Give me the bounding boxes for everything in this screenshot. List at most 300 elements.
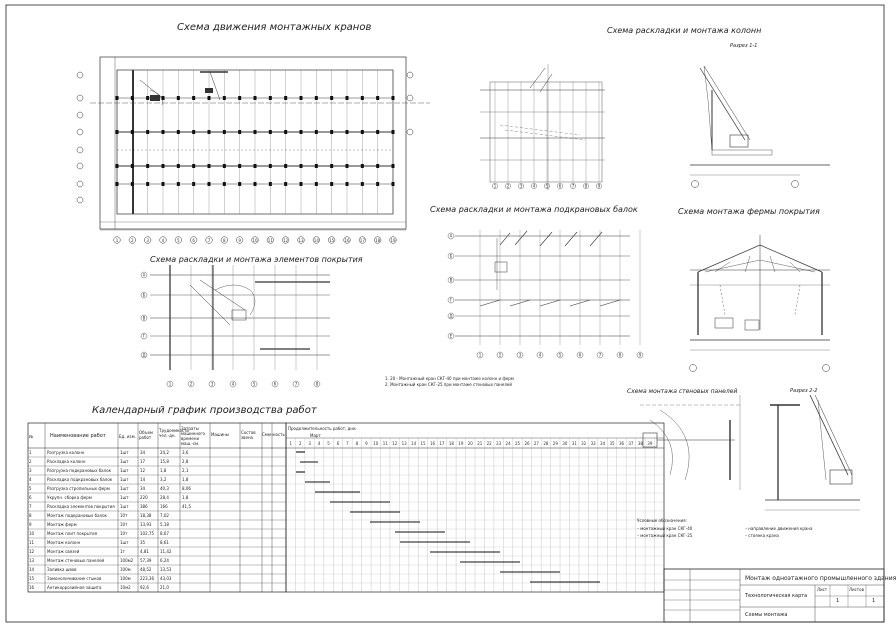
column-mark [330, 130, 333, 134]
row-name: Монтаж подкрановых балок [47, 513, 107, 518]
roof-grid [141, 265, 320, 387]
axis-number: 7 [294, 381, 298, 387]
row-name: Монтаж связей [47, 549, 80, 554]
axis-number: 4 [231, 381, 235, 387]
gantt-day-number: 39 [647, 441, 653, 446]
column-mark [162, 96, 165, 100]
gantt-day-number: 29 [552, 441, 558, 446]
column-mark [238, 130, 241, 134]
gantt-day-number: 11 [382, 441, 388, 446]
column-mark [315, 130, 318, 134]
section-2-2-label: Разрез 2-2 [790, 388, 818, 394]
row-volume: 13,93 [140, 522, 152, 527]
row-unit: 100м [120, 567, 131, 572]
axis-number: 10 [252, 237, 258, 243]
gantt-day-number: 9 [365, 441, 368, 446]
row-unit: 10т [120, 513, 128, 518]
stamp-sheet-label: Лист [817, 587, 828, 592]
row-labor: 5,18 [160, 522, 169, 527]
column-mark [346, 182, 349, 186]
beam-scheme-title: Схема раскладки и монтажа подкрановых балок [430, 205, 638, 214]
row-unit: 100м [120, 576, 131, 581]
column-mark [131, 164, 134, 168]
row-volume: 18,38 [140, 513, 152, 518]
axis-number: 5 [177, 237, 180, 243]
gantt-day-number: 28 [543, 441, 549, 446]
axis-letter: Г [449, 297, 453, 303]
legend-item: – направление движения крана [745, 526, 813, 531]
axis-number: 11 [267, 237, 273, 243]
column-mark [208, 182, 211, 186]
row-num: 1 [29, 450, 32, 455]
column-mark [392, 130, 395, 134]
column-mark [284, 96, 287, 100]
column-mark [177, 96, 180, 100]
column-mark [376, 182, 379, 186]
column-mark [284, 164, 287, 168]
row-labor: 6,24 [160, 558, 169, 563]
gantt-day-number: 4 [317, 441, 321, 446]
legend-title: Условные обозначения: [637, 518, 687, 523]
gantt-day-number: 6 [336, 441, 340, 446]
row-name: Монтаж стеновых панелей [47, 558, 105, 563]
column-mark [330, 182, 333, 186]
row-unit: 1шт [120, 459, 129, 464]
row-labor: 3,2 [160, 477, 167, 482]
row-labor: 24,2 [160, 450, 169, 455]
wall-scheme-title: Схема монтажа стеновых панелей [627, 388, 738, 395]
row-name: Замоноличивание стыков [47, 576, 102, 581]
row-volume: 386 [140, 504, 148, 509]
row-num: 9 [29, 522, 32, 527]
row-num: 4 [29, 477, 32, 482]
column-mark [392, 96, 395, 100]
axis-number: 9 [238, 237, 241, 243]
sched-h-crew: Состав звена [241, 430, 256, 440]
gantt-day-number: 18 [448, 441, 454, 446]
column-mark [361, 182, 364, 186]
column-mark [177, 130, 180, 134]
gantt-day-number: 22 [486, 441, 492, 446]
column-mark [254, 164, 257, 168]
row-unit: 1шт [120, 495, 129, 500]
row-machine-time: 1,8 [182, 477, 189, 482]
column-mark [361, 130, 364, 134]
axis-number: 2 [189, 381, 193, 387]
axis-number: 7 [598, 352, 602, 358]
column-mark [254, 130, 257, 134]
gantt-day-number: 38 [637, 441, 643, 446]
column-mark [315, 164, 318, 168]
row-num: 14 [29, 567, 35, 572]
axis-number: 3 [210, 381, 214, 387]
column-mark [131, 130, 134, 134]
row-num: 5 [29, 486, 32, 491]
axis-number: 5 [545, 183, 549, 189]
gantt-day-number: 26 [524, 441, 530, 446]
axis-number: 1 [478, 352, 482, 358]
row-num: 11 [29, 540, 35, 545]
row-labor: 166 [160, 504, 168, 509]
row-unit: 1т [120, 549, 125, 554]
axis-number: 5 [252, 381, 256, 387]
legend-item: – монтажный кран СКГ-40 [637, 526, 693, 531]
sched-h-machines: Машины [211, 432, 229, 437]
row-labor: 8,67 [160, 531, 169, 536]
row-labor: 11,42 [160, 549, 172, 554]
gantt-day-number: 13 [401, 441, 407, 446]
axis-number: 8 [223, 237, 226, 243]
gantt-day-number: 15 [420, 441, 426, 446]
row-unit: 1шт [120, 504, 129, 509]
row-num: 16 [29, 585, 35, 590]
gantt-bars [296, 452, 600, 582]
axis-number: 2 [506, 183, 510, 189]
column-mark [330, 164, 333, 168]
axis-number: 13 [298, 237, 304, 243]
row-name: Раскладка колонн [47, 459, 86, 464]
stamp-sheets-count: 1 [872, 598, 876, 604]
axis-number: 1 [115, 237, 119, 243]
row-name: Разгрузка подкрановых балок [47, 468, 112, 473]
row-num: 13 [29, 558, 35, 563]
sched-h-unit: Ед. изм. [119, 434, 136, 439]
axis-number: 15 [329, 237, 335, 243]
column-scheme-title: Схема раскладки и монтажа колонн [607, 26, 762, 35]
row-labor: 40,3 [160, 486, 169, 491]
axis-letter: В [142, 315, 146, 321]
column-mark [162, 182, 165, 186]
column-mark [392, 164, 395, 168]
axis-letter: Д [142, 352, 146, 358]
column-mark [223, 96, 226, 100]
gantt-day-number: 31 [571, 441, 577, 446]
stamp-sheets-label: Листов [849, 587, 864, 592]
column-mark [192, 182, 195, 186]
column-mark [254, 182, 257, 186]
row-name: Укрупн. сборка ферм [47, 495, 92, 500]
column-mark [269, 164, 272, 168]
column-mark [300, 130, 303, 134]
row-num: 3 [29, 468, 32, 473]
column-mark [315, 96, 318, 100]
crane-bottom-axes [114, 237, 397, 244]
axis-number: 9 [638, 352, 642, 358]
row-machine-time: 3,6 [182, 450, 189, 455]
legend-item: – стоянка крана [745, 533, 779, 538]
row-unit: 1шт [120, 468, 129, 473]
gantt-day-number: 33 [590, 441, 596, 446]
axis-number: 9 [597, 183, 601, 189]
column-mark [131, 182, 134, 186]
column-mark [146, 96, 149, 100]
row-unit: 10т [120, 522, 128, 527]
roof-scheme-title: Схема раскладки и монтажа элементов покрытия [150, 255, 363, 264]
axis-letter: А [449, 233, 453, 239]
gantt-day-number: 20 [467, 441, 473, 446]
column-mark [346, 164, 349, 168]
row-num: 7 [29, 504, 32, 509]
column-mark [131, 96, 134, 100]
gantt-day-number: 12 [392, 441, 398, 446]
axis-number: 4 [538, 352, 542, 358]
column-mark [192, 130, 195, 134]
gantt-day-number: 3 [308, 441, 311, 446]
row-unit: 100м2 [120, 558, 134, 563]
column-mark [116, 96, 119, 100]
sched-h-name: Наименование работ [50, 433, 106, 439]
row-name: Разгрузка стропильных ферм [47, 486, 110, 491]
row-volume: 34 [140, 450, 146, 455]
column-layout-scheme [480, 64, 605, 190]
column-mark [177, 182, 180, 186]
column-grid [492, 82, 601, 189]
column-mark [146, 182, 149, 186]
beam-layout-scheme [455, 231, 630, 336]
schedule-row-lines [28, 457, 286, 583]
axis-number: 7 [571, 183, 575, 189]
axis-number: 4 [161, 237, 165, 243]
column-mark [208, 130, 211, 134]
gantt-day-number: 24 [505, 441, 511, 446]
truss-scheme-title: Схема монтажа фермы покрытия [678, 207, 820, 216]
column-mark [269, 130, 272, 134]
column-mark [238, 96, 241, 100]
axis-number: 1 [493, 183, 497, 189]
row-volume: 12 [140, 468, 146, 473]
gantt-day-number: 1 [289, 441, 293, 446]
axis-number: 17 [359, 237, 365, 243]
gantt-day-number: 5 [327, 441, 330, 446]
roof-elements-scheme [150, 265, 330, 370]
stamp-schemes: Схемы монтажа [745, 612, 788, 618]
section-1-1-drawing [690, 66, 830, 188]
row-volume: 4,81 [140, 549, 149, 554]
sched-month: Март [310, 433, 321, 438]
sched-h-vol: Объем работ [139, 430, 153, 440]
row-labor: 13,53 [160, 567, 172, 572]
note-1: 1. 20 - Монтажный кран СКГ-40 при монтаже колонн и ферм [385, 376, 514, 381]
gantt-day-number: 30 [562, 441, 568, 446]
axis-letter: Б [142, 292, 146, 298]
row-num: 10 [29, 531, 35, 536]
axis-letter: Г [142, 333, 146, 339]
column-mark [116, 164, 119, 168]
axis-number: 8 [315, 381, 319, 387]
column-mark [238, 182, 241, 186]
crane-scheme-title: Схема движения монтажных кранов [177, 22, 372, 33]
axis-number: 8 [618, 352, 622, 358]
column-mark [162, 130, 165, 134]
column-mark [254, 96, 257, 100]
column-mark [192, 164, 195, 168]
column-mark [269, 182, 272, 186]
gantt-day-number: 8 [355, 441, 359, 446]
row-machine-time: 2,8 [182, 459, 189, 464]
axis-number: 3 [519, 183, 523, 189]
column-mark [300, 96, 303, 100]
column-mark [284, 130, 287, 134]
axis-number: 16 [344, 237, 350, 243]
row-name: Раскладка элементов покрытия [47, 504, 115, 509]
column-mark [269, 96, 272, 100]
row-volume: 48,52 [140, 567, 152, 572]
row-volume: 34 [140, 486, 146, 491]
gantt-day-number: 2 [298, 441, 302, 446]
axis-number: 14 [313, 237, 319, 243]
row-labor: 28,4 [160, 495, 169, 500]
column-mark [146, 164, 149, 168]
section-1-1-label: Разрез 1-1 [730, 43, 758, 49]
axis-number: 5 [558, 352, 562, 358]
gantt-day-number: 21 [477, 441, 483, 446]
axis-number: 7 [207, 237, 211, 243]
column-mark [392, 182, 395, 186]
column-mark [223, 182, 226, 186]
column-mark [116, 182, 119, 186]
section-2-2-drawing [765, 395, 860, 510]
gantt-day-number: 34 [600, 441, 606, 446]
row-volume: 92,6 [140, 585, 149, 590]
column-mark [208, 96, 211, 100]
sched-h-mach: Затраты машинного времени маш.-см. [181, 426, 205, 446]
truss-scheme [690, 235, 831, 372]
column-mark [146, 130, 149, 134]
gantt-day-number: 23 [496, 441, 502, 446]
row-unit: 1шт [120, 540, 129, 545]
gantt-day-number: 35 [609, 441, 615, 446]
column-mark [361, 96, 364, 100]
row-volume: 220 [140, 495, 148, 500]
gantt-grid [286, 423, 664, 592]
axis-number: 3 [518, 352, 522, 358]
note-2: 2. Монтажный кран СКГ-25 при монтаже стеновых панелей [385, 382, 512, 387]
axis-number: 4 [532, 183, 536, 189]
row-volume: 102,75 [140, 531, 154, 536]
axis-number: 6 [273, 381, 277, 387]
sched-h-labor: Трудоемкость чел.-дн. [159, 428, 189, 438]
row-labor: 1,8 [160, 468, 167, 473]
row-name: Монтаж колонн [47, 540, 81, 545]
gantt-day-number: 27 [533, 441, 539, 446]
row-volume: 57,39 [140, 558, 152, 563]
gantt-day-number: 25 [515, 441, 521, 446]
gantt-day-number: 32 [581, 441, 587, 446]
crane-movement-scheme [90, 57, 430, 230]
row-volume: 14 [140, 477, 146, 482]
row-unit: 10т [120, 531, 128, 536]
row-unit: 1шт [120, 477, 129, 482]
gantt-day-number: 7 [346, 441, 349, 446]
axis-number: 6 [578, 352, 582, 358]
column-mark [361, 164, 364, 168]
axis-number: 12 [283, 237, 289, 243]
row-labor: 8,61 [160, 540, 169, 545]
row-volume: 35 [140, 540, 146, 545]
wall-panel-scheme [637, 395, 740, 490]
sched-h-num: № [29, 434, 34, 439]
axis-letter: В [449, 277, 453, 283]
stamp-sheet-number: 1 [836, 598, 840, 604]
row-unit: 1шт [120, 450, 129, 455]
axis-number: 6 [558, 183, 562, 189]
column-mark [223, 130, 226, 134]
row-num: 2 [29, 459, 32, 464]
row-labor: 43,03 [160, 576, 172, 581]
column-mark [223, 164, 226, 168]
row-volume: 17 [140, 459, 146, 464]
gantt-day-number: 10 [373, 441, 379, 446]
gantt-day-number: 36 [618, 441, 625, 446]
gantt-day-number: 16 [429, 441, 436, 446]
row-machine-time: 1,8 [182, 495, 189, 500]
axis-letter: Б [449, 253, 453, 259]
column-mark [346, 130, 349, 134]
row-name: Разгрузка колонн [47, 450, 85, 455]
row-name: Антикоррозийная защита [47, 585, 102, 590]
sched-h-duration: Продолжительность работ, дни [288, 426, 356, 431]
column-mark [177, 164, 180, 168]
column-mark [116, 130, 119, 134]
row-num: 15 [29, 576, 35, 581]
axis-letter: А [142, 272, 146, 278]
stamp-sheet-name: Технологическая карта [745, 593, 808, 599]
row-num: 12 [29, 549, 35, 554]
axis-letter: Д [449, 313, 453, 319]
column-mark [192, 96, 195, 100]
column-mark [376, 164, 379, 168]
gantt-day-number: 14 [411, 441, 417, 446]
row-num: 8 [29, 513, 32, 518]
row-labor: 21,0 [160, 585, 169, 590]
stamp-title: Монтаж одноэтажного промышленного здания [745, 575, 896, 582]
row-name: Монтаж ферм [47, 522, 77, 527]
axis-number: 1 [168, 381, 172, 387]
sched-h-shift: Сменность [262, 432, 285, 437]
column-mark [300, 164, 303, 168]
row-volume: 223,36 [140, 576, 154, 581]
axis-number: 2 [131, 237, 134, 243]
column-mark [300, 182, 303, 186]
axis-letter: Е [449, 333, 453, 339]
axis-number: 6 [192, 237, 195, 243]
row-machine-time: 8,06 [182, 486, 191, 491]
column-mark [346, 96, 349, 100]
column-mark [376, 96, 379, 100]
gantt-day-number: 19 [458, 441, 464, 446]
column-mark [238, 164, 241, 168]
row-name: Раскладка подкрановых балок [47, 477, 113, 482]
column-mark [284, 182, 287, 186]
beam-grid [448, 230, 643, 358]
row-unit: 10м2 [120, 585, 131, 590]
legend-item: – монтажный кран СКГ-25 [637, 533, 693, 538]
row-num: 6 [29, 495, 32, 500]
axis-number: 19 [390, 237, 396, 243]
column-mark [208, 164, 211, 168]
gantt-day-number: 37 [628, 441, 634, 446]
row-machine-time: 41,5 [182, 504, 191, 509]
row-labor: 7,02 [160, 513, 169, 518]
schedule-title: Календарный график производства работ [92, 405, 317, 416]
column-mark [315, 182, 318, 186]
row-unit: 1шт [120, 486, 129, 491]
row-name: Заливка швов [47, 567, 77, 572]
gantt-day-number: 17 [439, 441, 445, 446]
axis-number: 18 [375, 237, 381, 243]
column-mark [162, 164, 165, 168]
axis-number: 8 [584, 183, 588, 189]
